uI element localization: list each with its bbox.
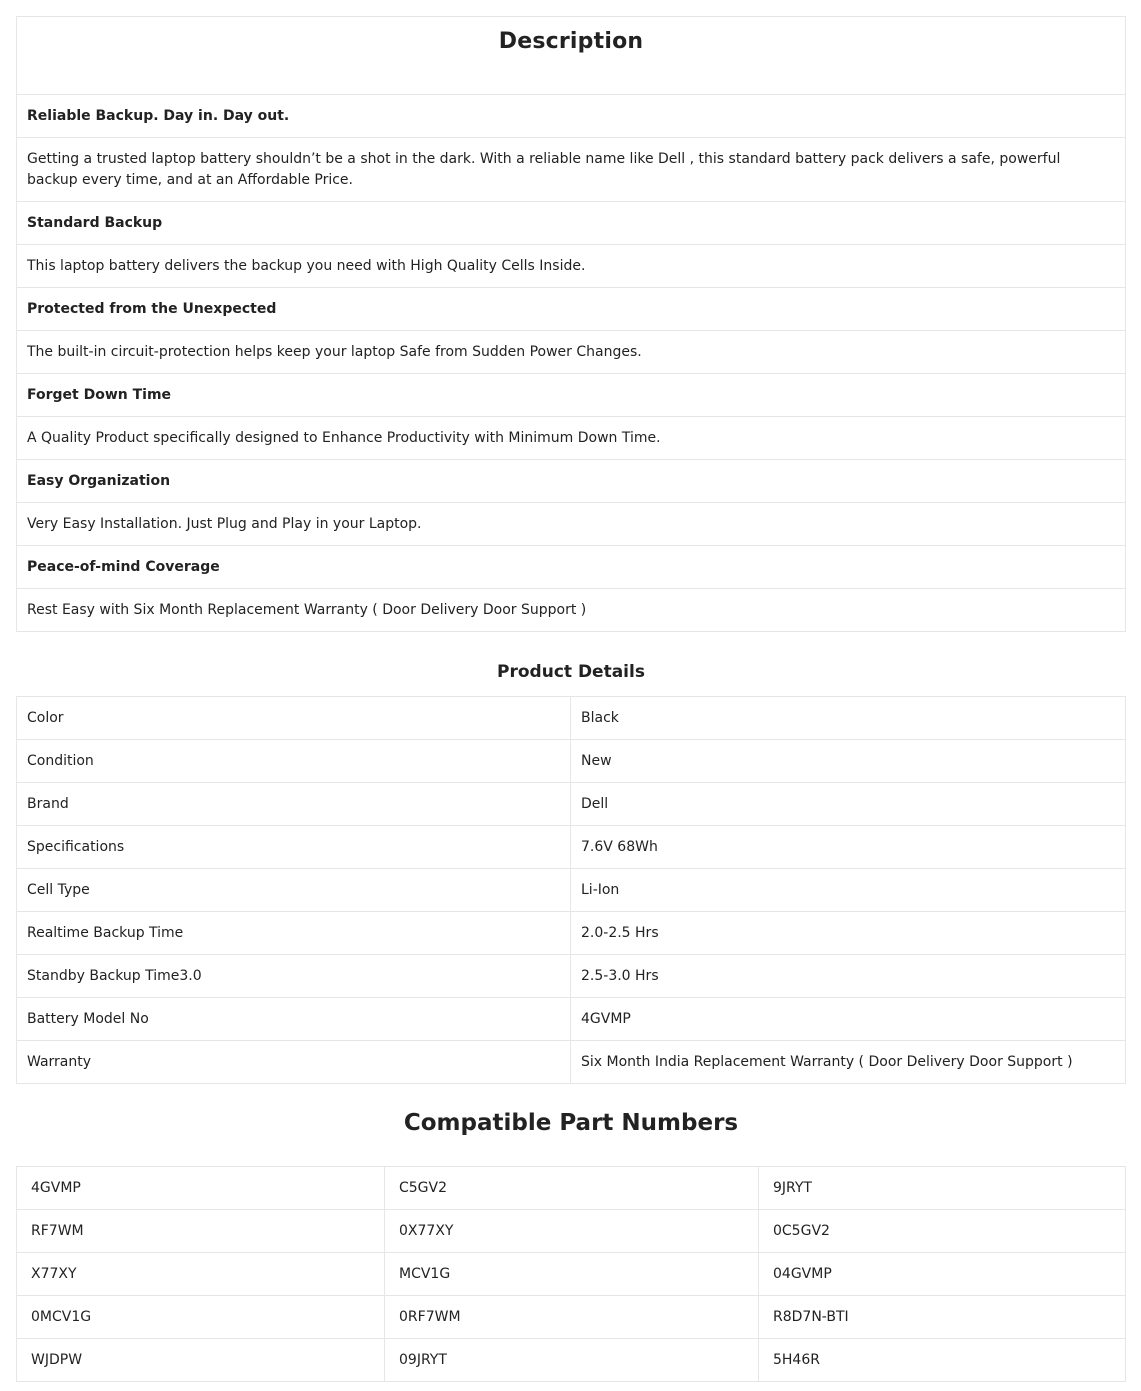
description-row [17,589,1126,632]
description-title-cell [17,17,1126,95]
part-number: 0C5GV2 [759,1210,1126,1253]
detail-value: 2.0-2.5 Hrs [571,912,1126,955]
table-row [17,869,1126,912]
detail-value: Dell [571,783,1126,826]
product-content [16,16,1126,1382]
part-number: 0X77XY [385,1210,759,1253]
part-number: 09JRYT [385,1339,759,1382]
table-row [17,1210,1126,1253]
description-row [17,245,1126,288]
table-row [17,1167,1126,1210]
description-heading: Protected from the Unexpected [17,288,1126,331]
detail-value: 7.6V 68Wh [571,826,1126,869]
description-row [17,138,1126,202]
description-heading: Reliable Backup. Day in. Day out. [17,95,1126,138]
detail-value: 2.5-3.0 Hrs [571,955,1126,998]
table-row [17,998,1126,1041]
detail-key: Specifications [17,826,571,869]
description-text: A Quality Product specifically designed to Enhance Productivity with Minimum Down Time. [17,417,1126,460]
detail-key: Condition [17,740,571,783]
table-row [17,783,1126,826]
part-number: C5GV2 [385,1167,759,1210]
detail-value: Six Month India Replacement Warranty ( Door Delivery Door Support ) [571,1041,1126,1084]
description-heading: Peace-of-mind Coverage [17,546,1126,589]
product-details-table [16,696,1126,1084]
part-number: MCV1G [385,1253,759,1296]
part-number: 04GVMP [759,1253,1126,1296]
part-number: X77XY [17,1253,385,1296]
description-row [17,503,1126,546]
description-title-row [17,17,1126,95]
description-row [17,202,1126,245]
detail-key: Battery Model No [17,998,571,1041]
description-row [17,460,1126,503]
detail-value: Li-Ion [571,869,1126,912]
table-row [17,912,1126,955]
compatible-parts-title: Compatible Part Numbers [403,1110,739,1136]
part-number: RF7WM [17,1210,385,1253]
part-number: 9JRYT [759,1167,1126,1210]
description-table [16,16,1126,632]
detail-key: Color [17,697,571,740]
description-text: This laptop battery delivers the backup you need with High Quality Cells Inside. [17,245,1126,288]
detail-key: Standby Backup Time3.0 [17,955,571,998]
description-text: Very Easy Installation. Just Plug and Play in your Laptop. [17,503,1126,546]
part-number: WJDPW [17,1339,385,1382]
detail-value: 4GVMP [571,998,1126,1041]
part-number: R8D7N-BTI [759,1296,1126,1339]
description-row [17,95,1126,138]
description-row [17,417,1126,460]
detail-value: Black [571,697,1126,740]
table-row [17,1339,1126,1382]
table-row [17,826,1126,869]
description-title: Description [498,29,644,54]
description-text: Getting a trusted laptop battery shouldn’t be a shot in the dark. With a reliable name like Dell , this standard battery pack delivers a safe, powerful backup every time, and at an Affordable Price. [17,138,1126,202]
description-heading: Standard Backup [17,202,1126,245]
description-text: The built-in circuit-protection helps keep your laptop Safe from Sudden Power Changes. [17,331,1126,374]
table-row [17,1253,1126,1296]
description-row [17,331,1126,374]
part-number: 0RF7WM [385,1296,759,1339]
description-row [17,546,1126,589]
table-row [17,740,1126,783]
part-number: 0MCV1G [17,1296,385,1339]
detail-key: Brand [17,783,571,826]
description-row [17,288,1126,331]
product-details-title: Product Details [497,662,645,682]
detail-value: New [571,740,1126,783]
part-number: 5H46R [759,1339,1126,1382]
detail-key: Warranty [17,1041,571,1084]
table-row [17,955,1126,998]
description-text: Rest Easy with Six Month Replacement Warranty ( Door Delivery Door Support ) [17,589,1126,632]
table-row [17,1041,1126,1084]
compatible-parts-table [16,1166,1126,1382]
table-row [17,1296,1126,1339]
description-heading: Easy Organization [17,460,1126,503]
part-number: 4GVMP [17,1167,385,1210]
detail-key: Realtime Backup Time [17,912,571,955]
description-heading: Forget Down Time [17,374,1126,417]
description-row [17,374,1126,417]
detail-key: Cell Type [17,869,571,912]
table-row [17,697,1126,740]
